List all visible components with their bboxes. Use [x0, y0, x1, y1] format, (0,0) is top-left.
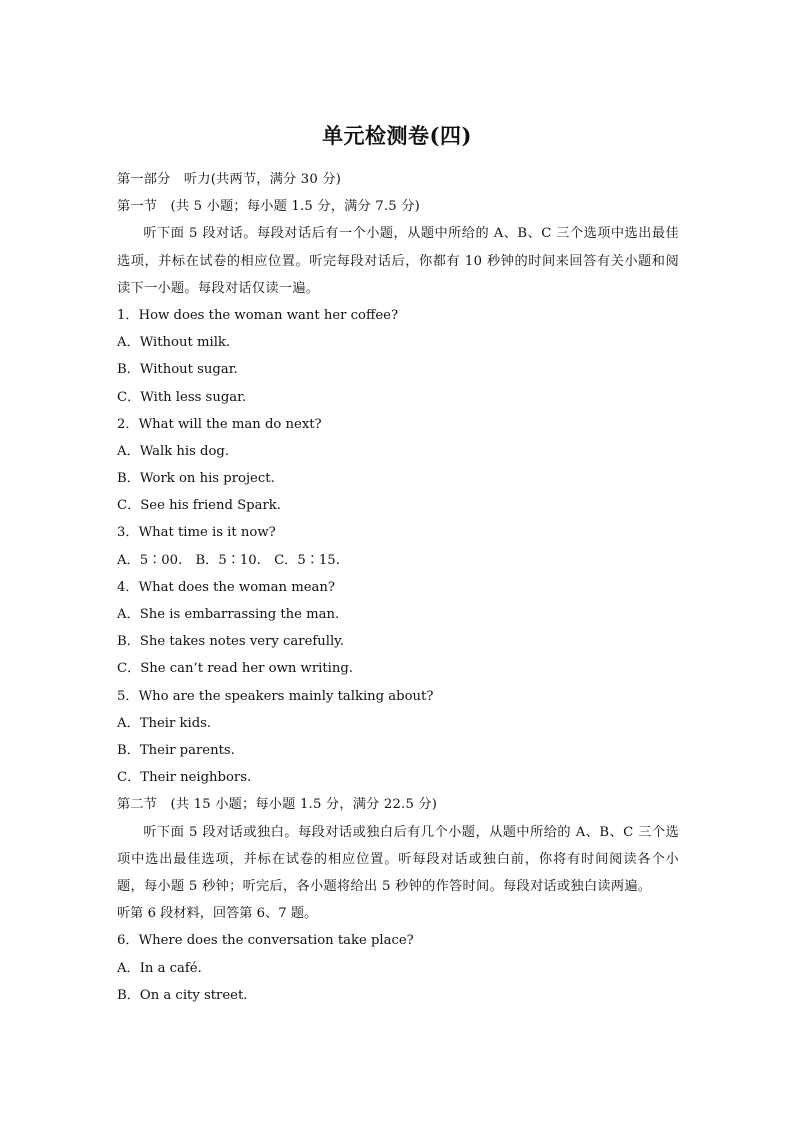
option-c: C．She can’t read her own writing.: [117, 661, 353, 677]
question-2: [117, 411, 679, 520]
question-stem: 5．Who are the speakers mainly talking about?: [117, 688, 434, 704]
section1-heading: 第一节 (共 5 小题；每小题 1.5 分，满分 7.5 分): [117, 199, 420, 215]
page-title: 单元检测卷(四): [322, 123, 472, 148]
option-a: A．Walk his dog.: [117, 443, 230, 459]
question-stem: 2．What will the man do next?: [117, 416, 322, 432]
material-note: 听第 6 段材料，回答第 6、7 题。: [117, 906, 318, 922]
question-stem: 1．How does the woman want her coffee?: [117, 307, 399, 323]
option-b: B．Their parents.: [117, 742, 235, 758]
option-a: A．Without milk.: [117, 335, 231, 351]
question-3: [117, 519, 679, 573]
question-5: [117, 683, 679, 792]
question-stem: 6．Where does the conversation take place?: [117, 933, 414, 949]
option-b: B．Without sugar.: [117, 362, 238, 378]
question-stem: 4．What does the woman mean?: [117, 579, 335, 595]
option-a: A．Their kids.: [117, 715, 212, 731]
option-b: B．She takes notes very carefully.: [117, 634, 345, 650]
question-4: [117, 574, 679, 683]
option-a: A．In a café.: [117, 960, 202, 976]
question-1: [117, 302, 679, 411]
section2-instructions: 听下面 5 段对话或独白。每段对话或独白后有几个小题，从题中所给的 A、B、C 三个选项中选出最佳选项，并标在试卷的相应位置。听每段对话或独白前，你将有时间阅读各个小题，每小题 5 秒钟；听完后，各小题将给出 5 秒钟的作答时间。每段对话或独白读两遍。: [117, 824, 679, 894]
option-c: C．Their neighbors.: [117, 770, 252, 786]
question-6: [117, 927, 679, 1009]
option-b: B．Work on his project.: [117, 471, 275, 487]
option-a: A．She is embarrassing the man.: [117, 607, 340, 623]
section2-heading: 第二节 (共 15 小题；每小题 1.5 分，满分 22.5 分): [117, 797, 438, 813]
section1-instructions: 听下面 5 段对话。每段对话后有一个小题，从题中所给的 A、B、C 三个选项中选出最佳选项，并标在试卷的相应位置。听完每段对话后，你都有 10 秒钟的时间来回答有关小题和阅读下一小题。每段对话仅读一遍。: [117, 226, 679, 296]
options-inline: A．5∶00. B．5∶10. C．5∶15.: [117, 552, 340, 568]
part1-heading: 第一部分 听力(共两节，满分 30 分): [117, 172, 342, 187]
option-c: C．With less sugar.: [117, 389, 247, 405]
exam-content: [117, 166, 679, 1009]
option-c: C．See his friend Spark.: [117, 498, 281, 514]
question-stem: 3．What time is it now?: [117, 525, 276, 541]
option-b: B．On a city street.: [117, 987, 248, 1003]
